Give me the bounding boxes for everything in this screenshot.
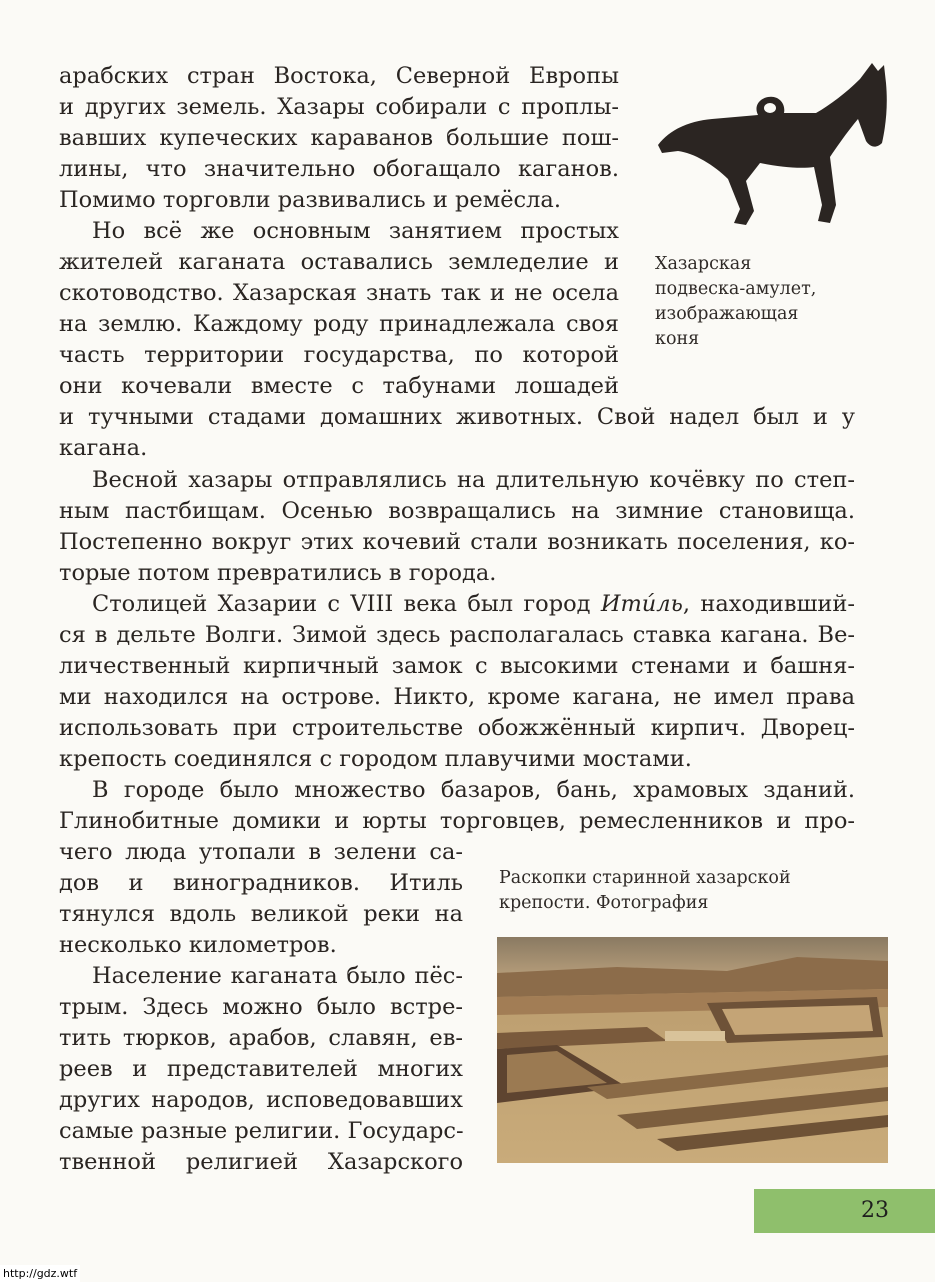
text-line: крепость соединялся с городом плавучими мостами. — [59, 746, 692, 772]
text-line: кагана. — [59, 435, 148, 461]
text-line-itil — [59, 589, 855, 619]
text-line: на землю. Каждому роду принадлежала своя — [59, 311, 619, 337]
text-line: Но всё же основным занятием простых — [92, 218, 619, 244]
text-line: чего люда утопали в зелени са- — [59, 839, 463, 865]
text-line: самые разные религии. Государс- — [59, 1118, 464, 1144]
text-line: часть территории государства, по которой — [59, 342, 619, 368]
caption-line: Хазарская — [655, 254, 752, 274]
itil-name: Итúль — [600, 591, 683, 617]
text-line: торые потом превратились в города. — [59, 560, 497, 586]
itil-before: Столицей Хазарии с VIII века был город — [92, 591, 601, 617]
page-number: 23 — [861, 1198, 889, 1223]
text-line: ми находился на острове. Никто, кроме кагана, не имел права — [59, 684, 855, 710]
text-line: ным пастбищам. Осенью возвращались на зимние становища. — [59, 498, 855, 524]
text-line: Глинобитные домики и юрты торговцев, ремесленников и про- — [59, 808, 855, 834]
horse-amulet-image — [650, 55, 890, 230]
text-line: личественный кирпичный замок с высокими стенами и башня- — [59, 653, 855, 679]
source-label: http://gdz.wtf — [0, 1265, 80, 1282]
caption-line: изображающая — [655, 304, 799, 324]
text-line: вавших купеческих караванов большие пош- — [59, 125, 619, 151]
text-line: дов и виноградников. Итиль — [59, 870, 463, 896]
text-line: и тучными стадами домашних животных. Свой надел был и у — [59, 404, 855, 430]
page-number-band — [754, 1189, 935, 1233]
text-line: тить тюрков, арабов, славян, ев- — [59, 1025, 463, 1051]
text-line: Весной хазары отправлялись на длительную кочёвку по степ- — [92, 467, 855, 493]
text-line: и других земель. Хазары собирали с проплы- — [59, 94, 619, 120]
text-line: Постепенно вокруг этих кочевий стали возникать поселения, ко- — [59, 529, 855, 555]
text-line: В городе было множество базаров, бань, храмовых зданий. — [92, 777, 855, 803]
horse-caption — [655, 252, 816, 352]
excavation-photo — [497, 937, 888, 1163]
itil-after: , находивший- — [682, 591, 855, 617]
text-line: Помимо торговли развивались и ремёсла. — [59, 187, 561, 213]
text-line: трым. Здесь можно было встре- — [59, 994, 463, 1020]
caption-line: подвеска-амулет, — [655, 279, 817, 299]
text-line: реев и представителей многих — [59, 1056, 463, 1082]
text-line: несколько километров. — [59, 932, 337, 958]
text-line: они кочевали вместе с табунами лошадей — [59, 373, 619, 399]
text-line: использовать при строительстве обожжённый кирпич. Дворец- — [59, 715, 855, 741]
photo-caption — [499, 866, 791, 916]
text-line: скотоводство. Хазарская знать так и не осела — [59, 280, 619, 306]
text-line: лины, что значительно обогащало каганов. — [59, 156, 619, 182]
caption-line: коня — [655, 329, 700, 349]
caption-line: крепости. Фотография — [499, 893, 709, 913]
text-line: ся в дельте Волги. Зимой здесь располагалась ставка кагана. Ве- — [59, 622, 855, 648]
caption-line: Раскопки старинной хазарской — [499, 868, 791, 888]
text-line: тянулся вдоль великой реки на — [59, 901, 463, 927]
text-line: твенной религией Хазарского — [59, 1149, 463, 1175]
text-line: жителей каганата оставались земледелие и — [59, 249, 619, 275]
text-line: арабских стран Востока, Северной Европы — [59, 63, 619, 89]
text-line: других народов, исповедовавших — [59, 1087, 463, 1113]
text-line: Население каганата было пёс- — [92, 963, 463, 989]
